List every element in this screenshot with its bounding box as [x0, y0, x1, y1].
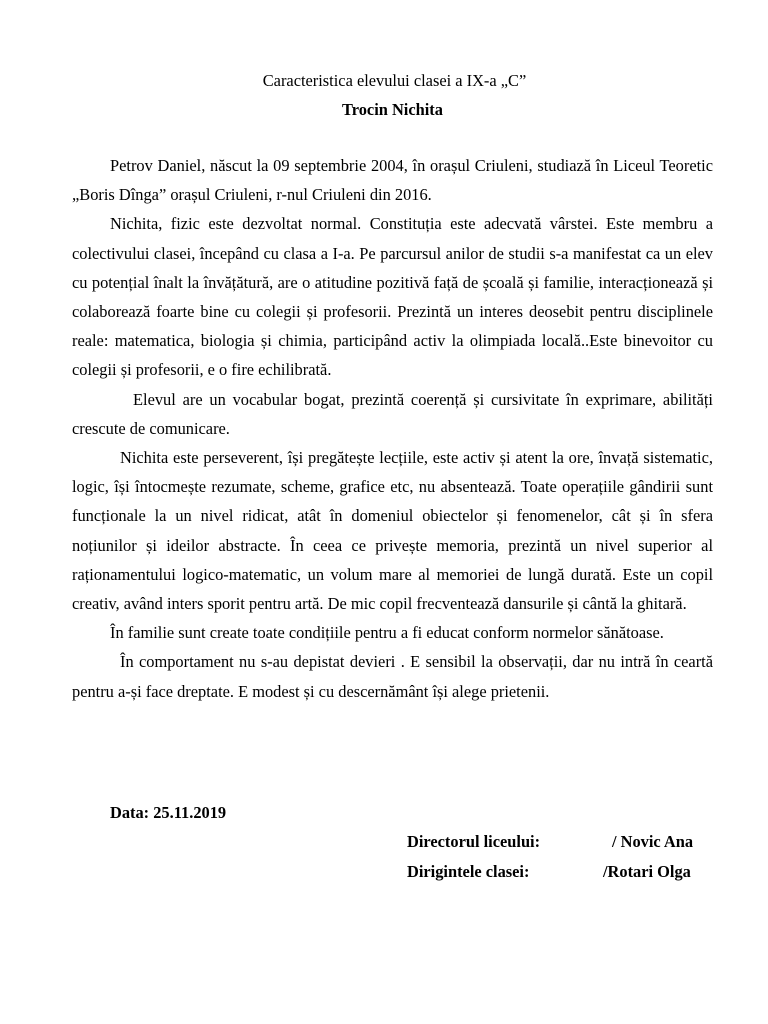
paragraph-family: În familie sunt create toate condițiile pentru a fi educat conform normelor sănătoase.: [110, 623, 664, 643]
document-date: Data: 25.11.2019: [110, 803, 227, 822]
student-name: Trocin Nichita: [342, 100, 443, 119]
paragraph-behavior: În comportament nu s-au depistat devieri . E sensibil la observații, dar nu intră în ceartă pentru a-și face dreptate. E modest și cu descernământ își alege prietenii.: [72, 652, 713, 701]
signature-director-role: Directorul liceului:: [407, 832, 541, 851]
signature-teacher-role: Dirigintele clasei:: [407, 862, 530, 881]
paragraph-physical-development: Nichita, fizic este dezvoltat normal. Constituția este adecvată vârstei. Este membru a colectivului clasei, începând cu clasa a I-a. Pe parcursul anilor de studii s-a manifestat ca un elev cu potențial înalt la învățătură, are o atitudine pozitivă față de școală și familie, interacționează și colaborează foarte bine cu colegii și profesorii. Prezintă un interes deosebit pentru disciplinele reale: matematica, biologia și chimia, participând activ la olimpiada locală..Este binevoitor cu colegii și profesorii, e o fire echilibrată.: [72, 214, 713, 380]
signature-director-name: / Novic Ana: [612, 832, 694, 851]
paragraph-vocabulary: Elevul are un vocabular bogat, prezintă coerență și cursivitate în exprimare, abilități crescute de comunicare.: [72, 389, 713, 438]
document-body: [72, 151, 713, 706]
document-title: Caracteristica elevului clasei a IX-a „C”: [262, 71, 527, 90]
signature-teacher-name: /Rotari Olga: [603, 862, 691, 881]
paragraph-study-habits: Nichita este perseverent, își pregătește lecțiile, este activ și atent la ore, învață sistematic, logic, își întocmește rezumate, scheme, grafice etc, nu absentează. Toate operațiile gândirii sunt funcționale la un nivel ridicat, atât în domeniul obiectelor și fenomenelor, cât și în sfera noțiunilor și ideilor abstracte. În ceea ce privește memoria, prezintă un nivel superior al raționamentului logico-matematic, un volum mare al memoriei de lungă durată. Este un copil creativ, având inters sporit pentru artă. De mic copil frecventează dansurile și cântă la ghitară.: [72, 448, 713, 614]
paragraph-intro: Petrov Daniel, născut la 09 septembrie 2004, în orașul Criuleni, studiază în Liceul Teoretic „Boris Dînga” orașul Criuleni, r-nul Criuleni din 2016.: [72, 156, 713, 205]
